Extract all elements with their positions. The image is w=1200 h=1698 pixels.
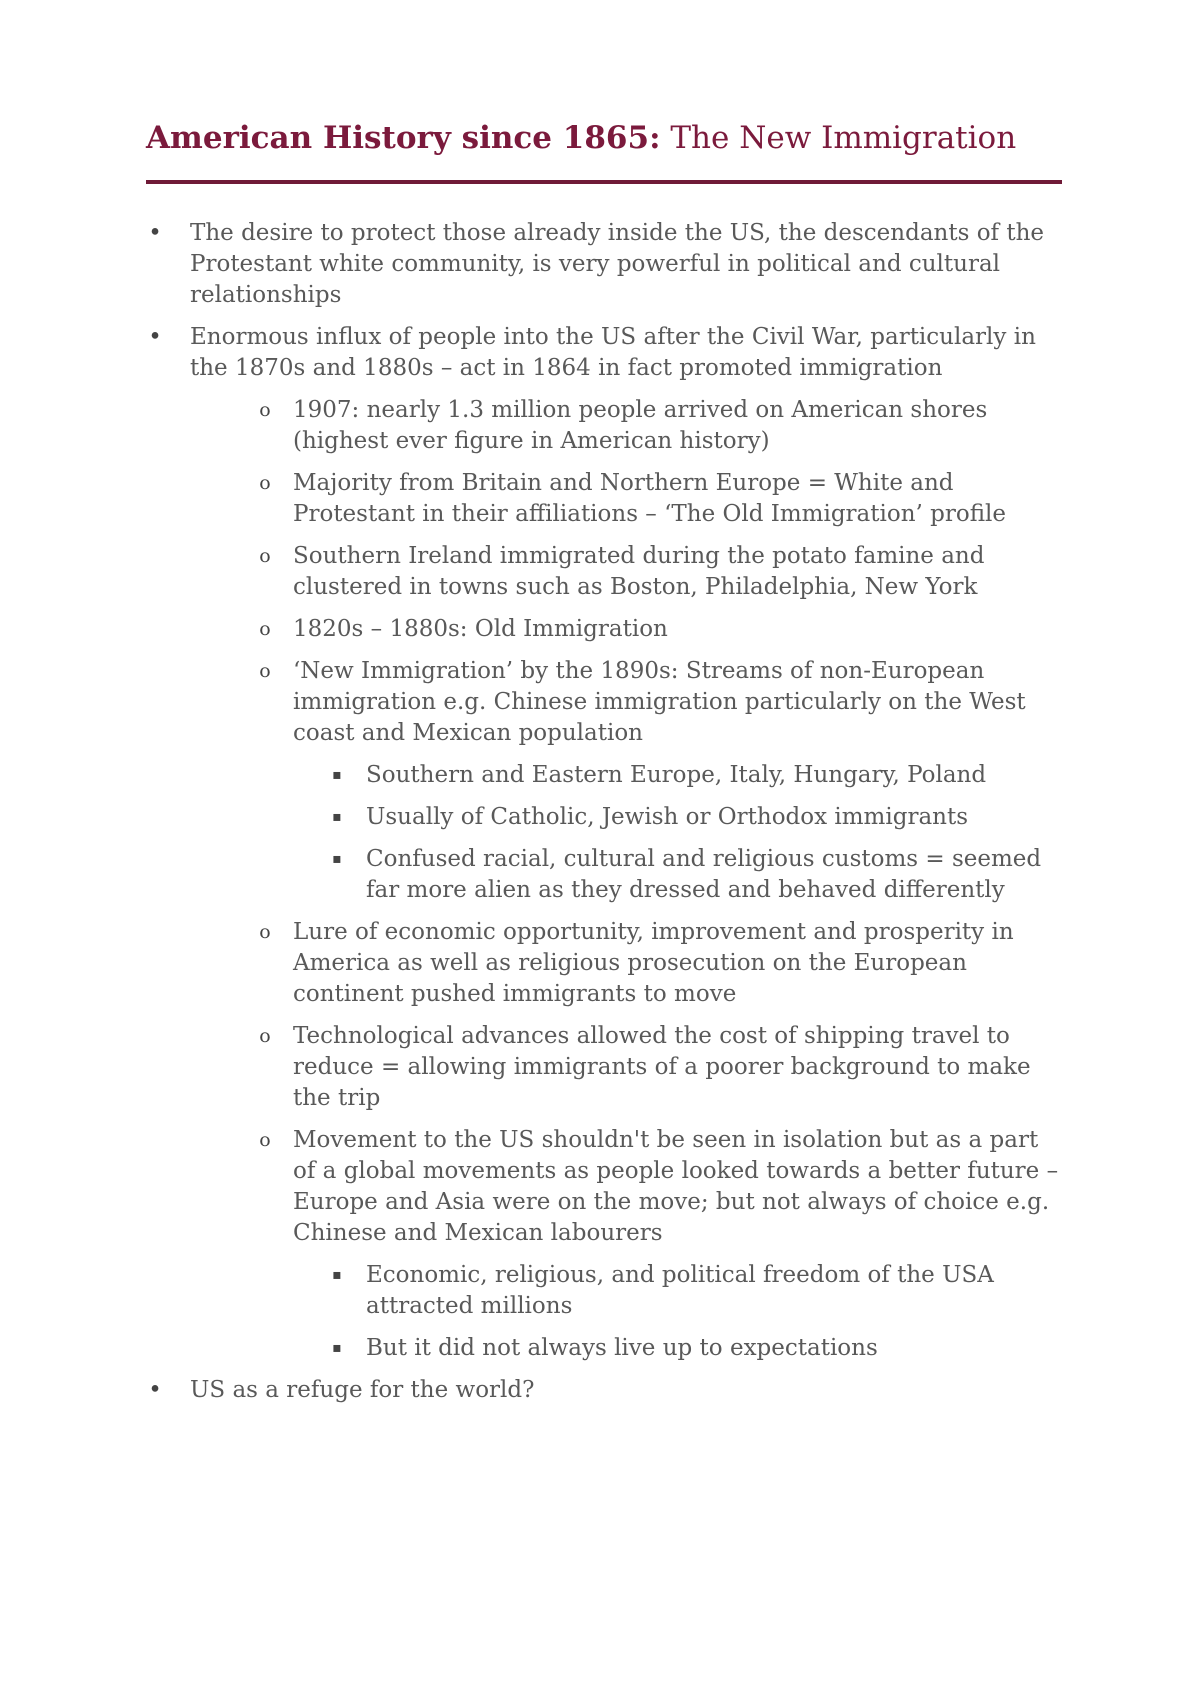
list-item xyxy=(146,322,1062,1364)
list-item-text: US as a refuge for the world? xyxy=(190,1377,535,1403)
list-item xyxy=(190,917,1062,1010)
list-item-text: Southern and Eastern Europe, Italy, Hungary, Poland xyxy=(366,762,987,788)
list-item xyxy=(190,656,1062,906)
title-divider xyxy=(146,180,1062,184)
bullet-square-icon: ▪ xyxy=(332,809,342,825)
list-item-text: Economic, religious, and political freedom of the USA attracted millions xyxy=(366,1262,994,1319)
list-item xyxy=(293,1333,1062,1364)
list-item-text: 1820s – 1880s: Old Immigration xyxy=(293,616,668,642)
list-item-text: Enormous influx of people into the US after the Civil War, particularly in the 1870s and 1880s – act in 1864 in fact promoted immigration xyxy=(190,324,1036,381)
list-item-text: The desire to protect those already inside the US, the descendants of the Protestant white community, is very powerful in political and cultural relationships xyxy=(190,220,1045,308)
list-item xyxy=(190,1125,1062,1364)
sub-bullet-list xyxy=(190,395,1062,1364)
list-item xyxy=(190,1021,1062,1114)
list-item xyxy=(190,468,1062,530)
bullet-dot-icon: • xyxy=(148,220,162,246)
sub-sub-bullet-list xyxy=(293,1260,1062,1364)
bullet-circle-icon: o xyxy=(259,545,271,567)
list-item-text: ‘New Immigration’ by the 1890s: Streams of non-European immigration e.g. Chinese immigration particularly on the West coast and Mexican population xyxy=(293,658,1026,746)
list-item-text: Technological advances allowed the cost of shipping travel to reduce = allowing immigrants of a poorer background to make the trip xyxy=(293,1023,1031,1111)
list-item-text: Southern Ireland immigrated during the potato famine and clustered in towns such as Boston, Philadelphia, New York xyxy=(293,543,985,600)
list-item xyxy=(190,614,1062,645)
list-item-text: Lure of economic opportunity, improvement and prosperity in America as well as religious prosecution on the European continent pushed immigrants to move xyxy=(293,919,1014,1007)
list-item xyxy=(293,760,1062,791)
bullet-square-icon: ▪ xyxy=(332,767,342,783)
bullet-circle-icon: o xyxy=(259,399,271,421)
list-item xyxy=(293,844,1062,906)
bullet-circle-icon: o xyxy=(259,618,271,640)
bullet-circle-icon: o xyxy=(259,1129,271,1151)
list-item xyxy=(190,541,1062,603)
list-item-text: But it did not always live up to expectations xyxy=(366,1335,878,1361)
list-item-text: Movement to the US shouldn't be seen in isolation but as a part of a global movements as people looked towards a better future – Europe and Asia were on the move; but not always of choice e.g. Chinese and Mexican labourers xyxy=(293,1127,1059,1246)
list-item-text: Usually of Catholic, Jewish or Orthodox immigrants xyxy=(366,804,969,830)
bullet-circle-icon: o xyxy=(259,921,271,943)
bullet-square-icon: ▪ xyxy=(332,1340,342,1356)
sub-sub-bullet-list xyxy=(293,760,1062,906)
bullet-square-icon: ▪ xyxy=(332,851,342,867)
bullet-circle-icon: o xyxy=(259,472,271,494)
list-item-text: 1907: nearly 1.3 million people arrived on American shores (highest ever figure in American history) xyxy=(293,397,988,454)
list-item-text: Majority from Britain and Northern Europe = White and Protestant in their affiliations – ‘The Old Immigration’ profile xyxy=(293,470,1006,527)
title-regular-part: The New Immigration xyxy=(670,120,1017,156)
bullet-square-icon: ▪ xyxy=(332,1267,342,1283)
bullet-dot-icon: • xyxy=(148,324,162,350)
bullet-list xyxy=(146,218,1062,1406)
document-title xyxy=(146,112,1062,164)
list-item xyxy=(293,802,1062,833)
list-item xyxy=(146,1375,1062,1406)
bullet-circle-icon: o xyxy=(259,1025,271,1047)
list-item-text: Confused racial, cultural and religious customs = seemed far more alien as they dressed and behaved differently xyxy=(366,846,1042,903)
bullet-circle-icon: o xyxy=(259,660,271,682)
document-page xyxy=(146,112,1062,1417)
notes-content xyxy=(146,218,1062,1406)
list-item xyxy=(146,218,1062,311)
list-item xyxy=(190,395,1062,457)
bullet-dot-icon: • xyxy=(148,1377,162,1403)
title-bold-part: American History since 1865: xyxy=(146,120,661,156)
list-item xyxy=(293,1260,1062,1322)
